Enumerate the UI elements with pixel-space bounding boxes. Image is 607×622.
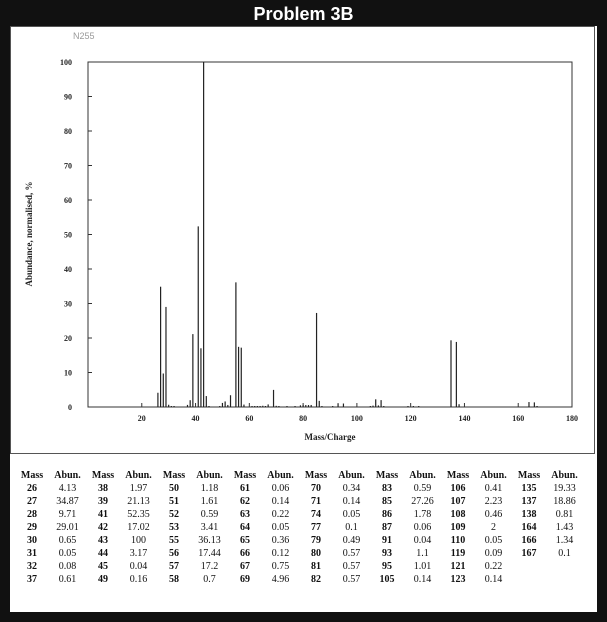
y-tick-label: 30 [64,299,72,309]
y-tick-label: 40 [64,265,72,274]
abundance-cell: 1.1 [416,548,429,559]
abundance-cell: 0.57 [342,574,361,585]
mass-cell: 29 [27,522,37,533]
abundance-cell: 0.04 [129,561,148,572]
abundance-cell: 0.04 [413,535,432,546]
abundance-cell: 0.75 [271,561,290,572]
mass-cell: 58 [169,574,179,585]
abundance-cell [543,560,586,573]
abundance-cell: 0.06 [413,522,432,533]
abundance-cell: 0.14 [484,574,503,585]
mass-cell: 64 [240,522,250,533]
mass-cell: 53 [169,522,179,533]
y-tick-label: 20 [64,334,72,343]
y-tick-label: 80 [64,127,72,136]
abundance-cell: 18.86 [553,496,576,507]
abundance-cell: 0.61 [58,574,77,585]
abundance-cell: 0.05 [342,509,361,520]
mass-spectrum-chart [11,27,594,453]
abundance-header: Abun. [480,470,507,481]
y-tick-label: 90 [64,92,72,102]
mass-cell: 138 [521,509,537,520]
mass-cell [515,560,543,573]
mass-header: Mass [20,470,44,481]
abundance-cell: 1.01 [413,561,432,572]
mass-cell: 87 [382,522,392,533]
mass-cell [515,573,543,586]
mass-cell: 105 [379,574,395,585]
abundance-cell: 0.49 [342,535,361,546]
abundance-cell: 0.1 [558,548,571,559]
mass-cell: 121 [450,561,466,572]
abundance-header: Abun. [54,470,81,481]
abundance-cell: 0.57 [342,561,361,572]
abundance-cell: 17.44 [198,548,221,559]
mass-cell: 107 [450,496,466,507]
x-tick-label: 40 [191,414,200,423]
mass-cell: 41 [98,509,108,520]
abundance-cell: 4.96 [271,574,290,585]
abundance-cell: 0.59 [413,483,432,494]
mass-cell: 51 [169,496,179,507]
abundance-cell: 0.41 [484,483,503,494]
mass-cell: 55 [169,535,179,546]
abundance-cell: 0.22 [271,509,290,520]
x-axis-label: Mass/Charge [304,432,356,442]
problem-panel [10,26,597,612]
abundance-cell: 2 [491,522,496,533]
spectrum-peaks [158,62,537,407]
mass-cell: 80 [311,548,321,559]
abundance-cell: 34.87 [56,496,79,507]
mass-cell: 39 [98,496,108,507]
abundance-cell: 19.33 [553,483,576,494]
abundance-cell: 1.43 [555,522,574,533]
abundance-header: Abun. [125,470,152,481]
mass-cell: 83 [382,483,392,494]
x-tick-label: 140 [458,414,471,423]
mass-cell: 123 [450,574,466,585]
abundance-cell: 2.23 [484,496,503,507]
table-row [18,482,586,495]
mass-header: Mass [233,470,257,481]
y-tick-label: 0 [68,403,72,412]
table-row [18,560,586,573]
abundance-cell: 17.2 [200,561,219,572]
abundance-cell: 29.01 [56,522,79,533]
mass-header: Mass [446,470,470,481]
mass-cell: 50 [169,483,179,494]
mass-cell: 66 [240,548,250,559]
abundance-cell: 0.16 [129,574,148,585]
abundance-cell: 0.09 [484,548,503,559]
mass-cell: 65 [240,535,250,546]
abundance-cell: 36.13 [198,535,221,546]
mass-cell: 106 [450,483,466,494]
mass-cell: 137 [521,496,537,507]
x-tick-label: 80 [299,414,308,423]
mass-cell: 32 [27,561,37,572]
table-row [18,573,586,586]
y-tick-label: 50 [64,230,72,240]
abundance-cell: 0.12 [271,548,290,559]
abundance-cell: 0.65 [58,535,77,546]
mass-cell: 71 [311,496,321,507]
stamp-mark: N255 [73,31,95,41]
mass-cell: 30 [27,535,37,546]
mass-cell: 70 [311,483,321,494]
mass-cell: 108 [450,509,466,520]
abundance-header: Abun. [267,470,294,481]
abundance-cell: 0.05 [484,535,503,546]
abundance-cell: 1.97 [129,483,148,494]
mass-cell: 110 [450,535,466,546]
mass-cell: 45 [98,561,108,572]
mass-cell: 93 [382,548,392,559]
abundance-cell: 0.34 [342,483,361,494]
mass-cell: 37 [27,574,37,585]
abundance-cell: 1.61 [200,496,219,507]
x-tick-label: 60 [245,414,254,423]
abundance-cell: 0.81 [555,509,574,520]
mass-header: Mass [91,470,115,481]
abundance-cell: 9.71 [58,509,77,520]
table-row [18,534,586,547]
page-title: Problem 3B [253,4,354,24]
mass-header: Mass [162,470,186,481]
mass-cell: 167 [521,548,537,559]
abundance-cell: 21.13 [127,496,150,507]
mass-cell: 109 [450,522,466,533]
abundance-cell: 27.26 [411,496,434,507]
abundance-cell: 0.06 [271,483,290,494]
mass-cell: 119 [450,548,466,559]
mass-cell: 61 [240,483,250,494]
mass-cell: 166 [521,535,537,546]
mass-header: Mass [304,470,328,481]
mass-cell: 91 [382,535,392,546]
mass-cell: 27 [27,496,37,507]
x-tick-label: 20 [137,414,146,423]
mass-cell: 63 [240,509,250,520]
abundance-cell: 0.22 [484,561,503,572]
abundance-cell: 0.08 [58,561,77,572]
mass-header: Mass [375,470,399,481]
mass-cell: 82 [311,574,321,585]
abundance-cell: 17.02 [127,522,150,533]
mass-cell: 44 [98,548,108,559]
mass-cell: 43 [98,535,108,546]
abundance-cell: 0.14 [271,496,290,507]
mass-cell: 57 [169,561,179,572]
mass-cell: 62 [240,496,250,507]
mass-cell: 52 [169,509,179,520]
mass-cell: 38 [98,483,108,494]
abundance-cell: 3.41 [200,522,219,533]
abundance-cell: 100 [131,535,146,546]
mass-cell: 86 [382,509,392,520]
abundance-cell: 4.13 [58,483,77,494]
abundance-header: Abun. [551,470,578,481]
abundance-cell: 0.46 [484,509,503,520]
abundance-cell: 0.57 [342,548,361,559]
abundance-cell: 0.14 [413,574,432,585]
mass-header: Mass [517,470,541,481]
mass-cell: 164 [521,522,537,533]
abundance-header: Abun. [338,470,365,481]
mass-cell: 77 [311,522,321,533]
abundance-header: Abun. [196,470,223,481]
abundance-header: Abun. [409,470,436,481]
abundance-cell: 0.14 [342,496,361,507]
table-row [18,495,586,508]
abundance-cell: 0.05 [58,548,77,559]
table-row [18,521,586,534]
abundance-cell: 1.34 [555,535,574,546]
x-tick-label: 160 [512,414,525,423]
y-axis-label: Abundance, normalised, % [24,181,34,287]
y-tick-label: 60 [64,196,72,205]
mass-cell: 49 [98,574,108,585]
abundance-cell: 0.1 [345,522,358,533]
y-axis-ticks [60,58,92,412]
mass-cell: 26 [27,483,37,494]
y-tick-label: 100 [60,58,72,67]
mass-cell: 56 [169,548,179,559]
mass-cell: 31 [27,548,37,559]
y-tick-label: 10 [64,368,72,378]
mass-cell: 85 [382,496,392,507]
abundance-cell: 3.17 [129,548,148,559]
table-row [18,508,586,521]
abundance-cell: 0.59 [200,509,219,520]
mass-cell: 69 [240,574,250,585]
table-row [18,547,586,560]
mass-cell: 95 [382,561,392,572]
y-tick-label: 70 [64,161,72,171]
abundance-cell: 1.78 [413,509,432,520]
table-header-row [18,469,586,482]
abundance-cell: 0.7 [203,574,216,585]
abundance-cell [543,573,586,586]
mass-cell: 42 [98,522,108,533]
x-tick-label: 120 [404,414,417,423]
x-tick-label: 100 [350,414,363,423]
abundance-cell: 0.36 [271,535,290,546]
abundance-cell: 1.18 [200,483,219,494]
abundance-cell: 0.05 [271,522,290,533]
mass-cell: 74 [311,509,321,520]
mass-abundance-table [18,469,586,586]
abundance-cell: 52.35 [127,509,150,520]
x-tick-label: 180 [566,414,578,423]
spectrum-figure [10,26,595,454]
mass-cell: 67 [240,561,250,572]
mass-cell: 79 [311,535,321,546]
mass-cell: 81 [311,561,321,572]
mass-cell: 135 [521,483,537,494]
mass-cell: 28 [27,509,37,520]
